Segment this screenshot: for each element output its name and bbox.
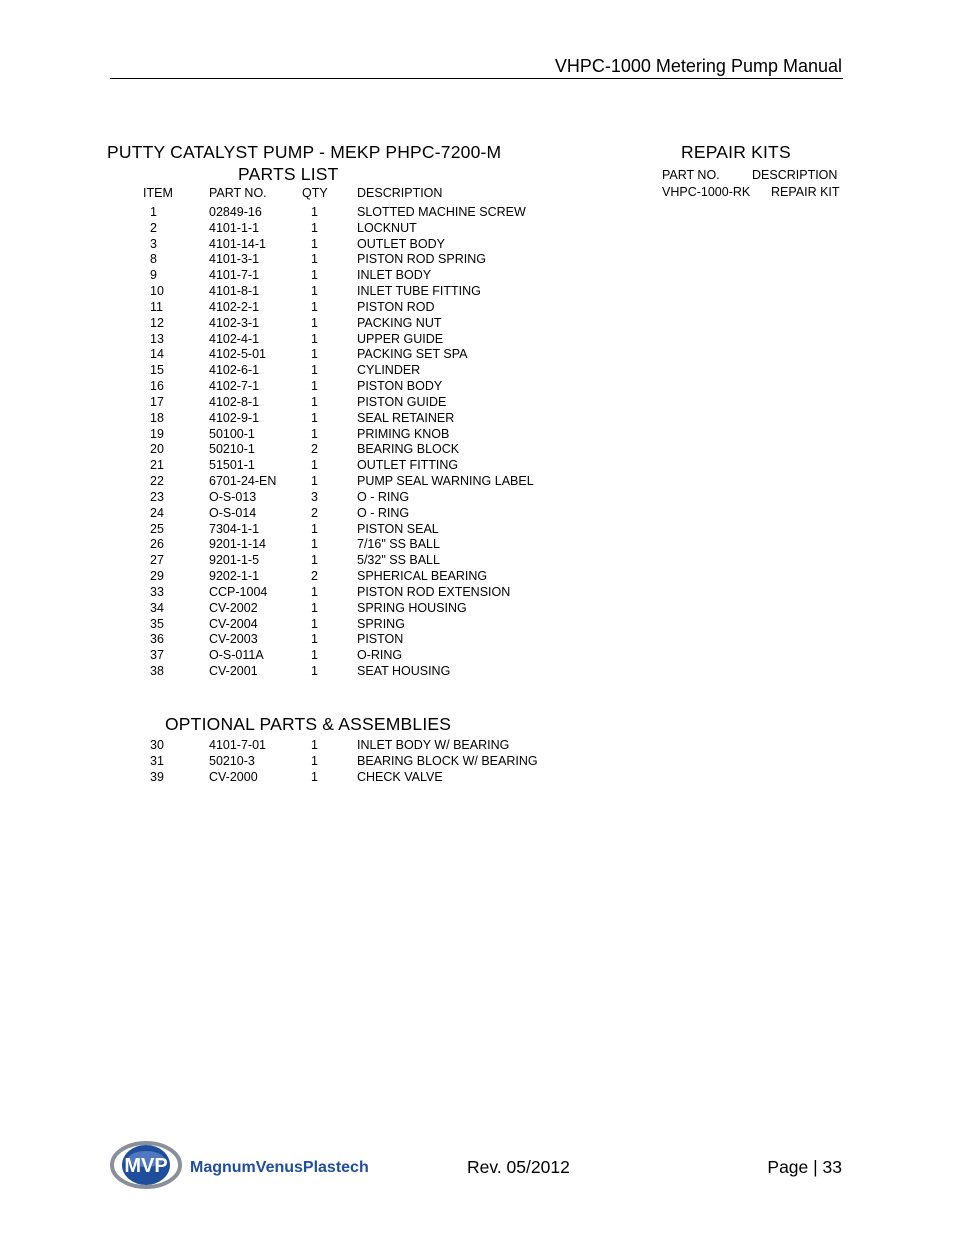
part-number: 50100-1	[209, 426, 255, 441]
table-row	[0, 569, 954, 585]
quantity: 1	[311, 474, 318, 489]
description: BEARING BLOCK W/ BEARING	[357, 753, 538, 768]
quantity: 2	[311, 505, 318, 520]
repair-kits-col-part: PART NO.	[662, 168, 720, 182]
part-number: 9201-1-14	[209, 537, 266, 552]
quantity: 1	[311, 410, 318, 425]
item-number: 38	[150, 664, 164, 679]
item-number: 23	[150, 489, 164, 504]
table-row	[0, 284, 954, 300]
quantity: 1	[311, 284, 318, 299]
item-number: 1	[150, 205, 157, 219]
part-number: 4102-4-1	[209, 331, 260, 346]
part-number: 4101-3-1	[209, 252, 260, 267]
svg-text:MVP: MVP	[124, 1155, 168, 1177]
part-number: 4102-8-1	[209, 394, 260, 409]
description: INLET BODY W/ BEARING	[357, 738, 510, 752]
table-row	[0, 553, 954, 569]
repair-kits-col-desc: DESCRIPTION	[752, 168, 838, 182]
description: SEAT HOUSING	[357, 664, 451, 679]
item-number: 14	[150, 347, 164, 362]
description: O-RING	[357, 648, 403, 663]
part-number: CCP-1004	[209, 584, 268, 599]
table-row	[0, 664, 954, 680]
part-number: CV-2003	[209, 632, 258, 647]
item-number: 18	[150, 410, 164, 425]
parts-subtitle: PARTS LIST	[238, 164, 339, 184]
part-number: CV-2004	[209, 616, 258, 631]
table-row	[0, 427, 954, 443]
quantity: 1	[311, 584, 318, 599]
header-title: VHPC-1000 Metering Pump Manual	[554, 56, 842, 76]
table-row	[0, 585, 954, 601]
part-number: 4102-7-1	[209, 379, 260, 394]
quantity: 1	[311, 220, 318, 235]
item-number: 27	[150, 553, 164, 568]
quantity: 1	[311, 632, 318, 647]
part-number: O-S-013	[209, 489, 257, 504]
description: PISTON SEAL	[357, 521, 439, 536]
quantity: 1	[311, 753, 318, 768]
description: PISTON ROD	[357, 299, 435, 314]
table-row	[0, 537, 954, 553]
table-row	[0, 754, 954, 770]
item-number: 9	[150, 268, 157, 283]
item-number: 16	[150, 379, 164, 394]
repair-kits-title: REPAIR KITS	[681, 142, 791, 162]
col-header-item: ITEM	[143, 186, 173, 200]
quantity: 1	[311, 236, 318, 251]
description: O - RING	[357, 489, 410, 504]
description: INLET TUBE FITTING	[357, 284, 481, 299]
quantity: 1	[311, 537, 318, 552]
description: PRIMING KNOB	[357, 426, 450, 441]
item-number: 13	[150, 331, 164, 346]
description: PACKING SET SPA	[357, 347, 468, 362]
item-number: 24	[150, 505, 164, 520]
quantity: 1	[311, 268, 318, 283]
description: 5/32" SS BALL	[357, 553, 440, 568]
quantity: 1	[311, 363, 318, 378]
item-number: 21	[150, 458, 164, 473]
part-number: 4101-14-1	[209, 236, 266, 251]
quantity: 1	[311, 553, 318, 568]
item-number: 37	[150, 648, 164, 663]
table-row	[0, 411, 954, 427]
quantity: 1	[311, 299, 318, 314]
table-row	[0, 395, 954, 411]
part-number: 4101-7-01	[209, 738, 266, 752]
item-number: 11	[150, 299, 163, 314]
table-row	[0, 205, 954, 221]
item-number: 17	[150, 394, 164, 409]
repair-kit-part: VHPC-1000-RK	[662, 185, 751, 199]
quantity: 1	[311, 664, 318, 679]
part-number: 4101-1-1	[209, 220, 260, 235]
item-number: 2	[150, 220, 157, 235]
part-number: 4102-3-1	[209, 315, 260, 330]
part-number: CV-2000	[209, 769, 258, 784]
description: PACKING NUT	[357, 315, 442, 330]
item-number: 15	[150, 363, 164, 378]
table-row	[0, 347, 954, 363]
part-number: 9202-1-1	[209, 569, 260, 584]
item-number: 25	[150, 521, 164, 536]
quantity: 1	[311, 648, 318, 663]
part-number: 4101-7-1	[209, 268, 260, 283]
quantity: 1	[311, 458, 318, 473]
table-row	[0, 316, 954, 332]
table-row	[0, 458, 954, 474]
revision-date: Rev. 05/2012	[467, 1157, 570, 1177]
col-header-desc: DESCRIPTION	[357, 186, 443, 200]
description: LOCKNUT	[357, 220, 417, 235]
table-row	[0, 601, 954, 617]
table-row	[0, 442, 954, 458]
quantity: 1	[311, 379, 318, 394]
description: OUTLET FITTING	[357, 458, 459, 473]
item-number: 39	[150, 769, 164, 784]
quantity: 1	[311, 331, 318, 346]
description: PISTON ROD EXTENSION	[357, 584, 511, 599]
part-number: 4102-9-1	[209, 410, 260, 425]
item-number: 8	[150, 252, 157, 267]
table-row	[0, 474, 954, 490]
description: CHECK VALVE	[357, 769, 443, 784]
description: PISTON	[357, 632, 404, 647]
quantity: 1	[311, 252, 318, 267]
item-number: 22	[150, 474, 164, 489]
item-number: 34	[150, 600, 164, 615]
optional-title: OPTIONAL PARTS & ASSEMBLIES	[165, 714, 452, 734]
quantity: 1	[311, 205, 318, 219]
quantity: 1	[311, 616, 318, 631]
part-number: 02849-16	[209, 205, 262, 219]
part-number: 7304-1-1	[209, 521, 260, 536]
page-number: Page | 33	[767, 1157, 842, 1177]
part-number: 4102-2-1	[209, 299, 260, 314]
part-number: O-S-014	[209, 505, 257, 520]
part-number: 4102-6-1	[209, 363, 260, 378]
table-row	[0, 363, 954, 379]
description: SLOTTED MACHINE SCREW	[357, 205, 526, 219]
table-row	[0, 617, 954, 633]
col-header-part: PART NO.	[209, 186, 267, 200]
quantity: 3	[311, 489, 318, 504]
table-row	[0, 648, 954, 664]
col-header-qty: QTY	[302, 186, 328, 200]
description: OUTLET BODY	[357, 236, 445, 251]
quantity: 1	[311, 769, 318, 784]
description: PISTON ROD SPRING	[357, 252, 486, 267]
item-number: 10	[150, 284, 164, 299]
part-number: CV-2001	[209, 664, 258, 679]
table-row	[0, 522, 954, 538]
description: SPHERICAL BEARING	[357, 569, 488, 584]
part-number: O-S-011A	[209, 648, 264, 663]
description: SPRING HOUSING	[357, 600, 467, 615]
part-number: 4101-8-1	[209, 284, 260, 299]
description: PISTON BODY	[357, 379, 443, 394]
item-number: 31	[150, 753, 164, 768]
table-row	[0, 738, 954, 754]
item-number: 19	[150, 426, 164, 441]
parts-title: PUTTY CATALYST PUMP - MEKP PHPC-7200-M	[107, 142, 502, 162]
description: UPPER GUIDE	[357, 331, 444, 346]
table-row	[0, 300, 954, 316]
part-number: 9201-1-5	[209, 553, 260, 568]
quantity: 1	[311, 315, 318, 330]
svg-text:MagnumVenusPlastech: MagnumVenusPlastech	[190, 1159, 369, 1176]
table-row	[0, 490, 954, 506]
quantity: 1	[311, 521, 318, 536]
part-number: 50210-3	[209, 753, 255, 768]
description: PISTON GUIDE	[357, 394, 447, 409]
quantity: 1	[311, 347, 318, 362]
quantity: 2	[311, 569, 318, 584]
description: 7/16" SS BALL	[357, 537, 440, 552]
table-row	[0, 237, 954, 253]
quantity: 1	[311, 600, 318, 615]
item-number: 35	[150, 616, 164, 631]
table-row	[0, 332, 954, 348]
quantity: 1	[311, 426, 318, 441]
table-row	[0, 632, 954, 648]
part-number: 51501-1	[209, 458, 255, 473]
table-row	[0, 252, 954, 268]
item-number: 20	[150, 442, 164, 457]
header-divider	[110, 78, 843, 79]
quantity: 1	[311, 738, 318, 752]
description: CYLINDER	[357, 363, 421, 378]
item-number: 33	[150, 584, 164, 599]
description: O - RING	[357, 505, 410, 520]
description: BEARING BLOCK	[357, 442, 460, 457]
description: SEAL RETAINER	[357, 410, 455, 425]
table-row	[0, 268, 954, 284]
item-number: 29	[150, 569, 164, 584]
item-number: 30	[150, 738, 164, 752]
part-number: 50210-1	[209, 442, 255, 457]
part-number: 4102-5-01	[209, 347, 266, 362]
table-row	[0, 379, 954, 395]
description: PUMP SEAL WARNING LABEL	[357, 474, 534, 489]
description: INLET BODY	[357, 268, 432, 283]
quantity: 1	[311, 394, 318, 409]
description: SPRING	[357, 616, 405, 631]
table-row	[0, 221, 954, 237]
part-number: 6701-24-EN	[209, 474, 277, 489]
quantity: 2	[311, 442, 318, 457]
table-row	[0, 770, 954, 786]
repair-kit-desc: REPAIR KIT	[771, 185, 840, 199]
item-number: 26	[150, 537, 164, 552]
item-number: 36	[150, 632, 164, 647]
item-number: 3	[150, 236, 157, 251]
part-number: CV-2002	[209, 600, 258, 615]
table-row	[0, 506, 954, 522]
item-number: 12	[150, 315, 164, 330]
